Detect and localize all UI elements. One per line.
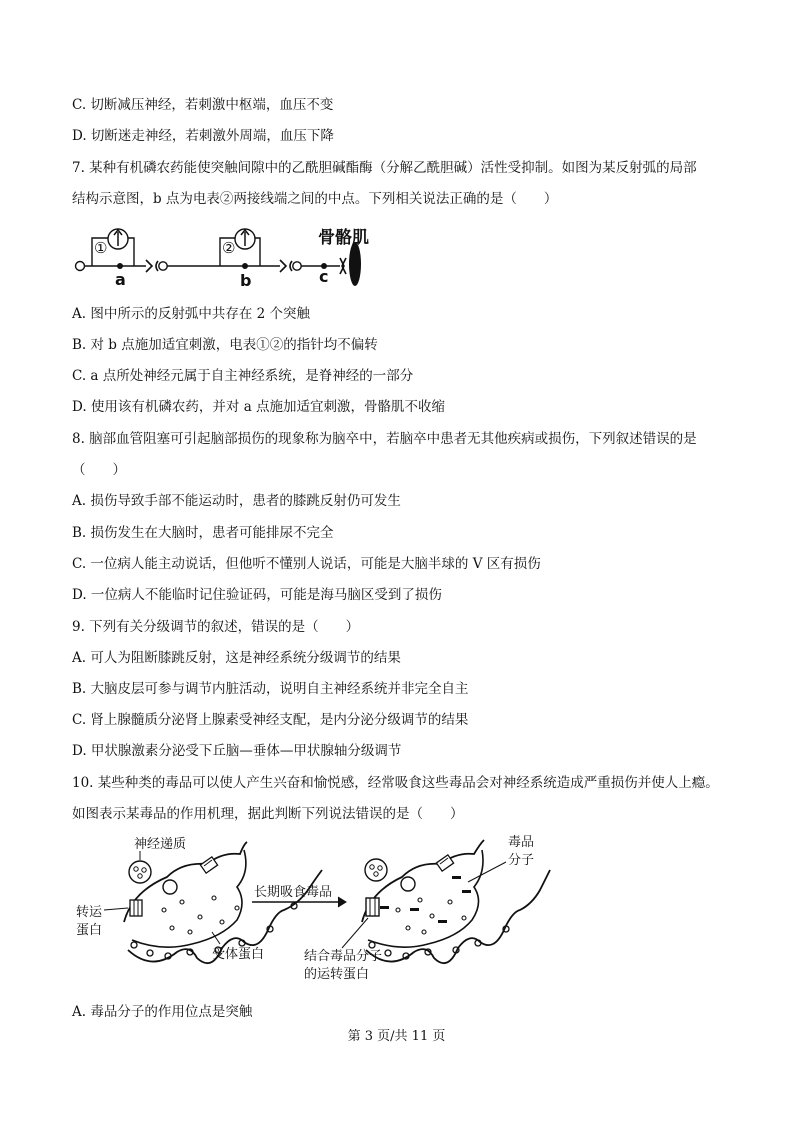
option-d-q7: D. 使用该有机磷农药，并对 a 点施加适宜刺激，骨骼肌不收缩 [72, 399, 446, 415]
question-10-line-1: 10. 某些种类的毒品可以使人产生兴奋和愉悦感，经常吸食这些毒品会对神经系统造成严重损伤并使人上瘾。 [72, 775, 719, 791]
option-b-q7: B. 对 b 点施加适宜刺激，电表①②的指针均不偏转 [72, 337, 378, 353]
question-9: 9. 下列有关分级调节的叙述，错误的是（ ） [72, 619, 360, 635]
drug-mechanism-figure [72, 832, 572, 992]
question-7-line-2: 结构示意图，b 点为电表②两接线端之间的中点。下列相关说法正确的是（ ） [72, 191, 558, 207]
vesicle-left [129, 861, 151, 883]
long-term-drug-use-label: 长期吸食毒品 [254, 885, 333, 900]
option-a-q10: A. 毒品分子的作用位点是突触 [72, 1004, 253, 1020]
option-d-q8: D. 一位病人不能临时记住验证码，可能是海马脑区受到了损伤 [72, 587, 442, 603]
drug-molecule-label-1: 毒品 [508, 835, 535, 850]
question-8-line-2: （ ） [72, 462, 126, 478]
synapse-2 [280, 260, 286, 272]
option-c-q8: C. 一位病人能主动说话，但他听不懂别人说话，可能是大脑半球的 V 区有损伤 [72, 556, 541, 572]
option-c-q7: C. a 点所处神经元属于自主神经系统，是脊神经的一部分 [72, 368, 414, 384]
point-a-dot [117, 263, 123, 269]
option-c-q9: C. 肾上腺髓质分泌肾上腺素受神经支配，是内分泌分级调节的结果 [72, 712, 469, 728]
option-d-q6: D. 切断迷走神经，若刺激外周端，血压下降 [72, 128, 334, 144]
transporter-label-2: 蛋白 [76, 923, 103, 938]
bound-transporter-label-1: 结合毒品分子 [304, 949, 383, 964]
option-d-q9: D. 甲状腺激素分泌受下丘脑—垂体—甲状腺轴分级调节 [72, 743, 402, 759]
option-a-q7: A. 图中所示的反射弧中共存在 2 个突触 [72, 306, 311, 322]
point-b-label: b [240, 271, 252, 290]
question-10-line-2: 如图表示某毒品的作用机理，据此判断下列说法错误的是（ ） [72, 806, 464, 822]
neuron-soma-left [76, 262, 85, 271]
point-b-dot [242, 263, 248, 269]
transporter-right [366, 898, 379, 916]
page-footer: 第 3 页/共 11 页 [347, 1029, 446, 1044]
neurotransmitter-label: 神经递质 [134, 837, 187, 852]
synapse-1 [146, 260, 152, 272]
option-c-q6: C. 切断减压神经，若刺激中枢端，血压不变 [72, 97, 334, 113]
point-c-label: c [319, 267, 329, 286]
receptor-label: 受体蛋白 [212, 947, 265, 962]
option-b-q8: B. 损伤发生在大脑时，患者可能排尿不完全 [72, 525, 334, 541]
option-a-q8: A. 损伤导致手部不能运动时，患者的膝跳反射仍可发生 [72, 493, 401, 509]
point-a-label: a [115, 270, 126, 289]
muscle-label: 骨骼肌 [318, 228, 369, 248]
transporter-label-1: 转运 [76, 905, 103, 920]
presynaptic-membrane-right [362, 840, 484, 922]
reflex-arc-figure [72, 222, 392, 290]
question-8-line-1: 8. 脑部血管阻塞可引起脑部损伤的现象称为脑卒中，若脑卒中患者无其他疾病或损伤，下列叙述错误的是 [72, 431, 697, 447]
question-7-line-1: 7. 某种有机磷农药能使突触间隙中的乙酰胆碱酯酶（分解乙酰胆碱）活性受抑制。如图为某反射弧的局部 [72, 160, 697, 176]
option-b-q9: B. 大脑皮层可参与调节内脏活动，说明自主神经系统并非完全自主 [72, 681, 469, 697]
drug-molecule-label-2: 分子 [508, 853, 535, 868]
transporter-left [130, 900, 142, 916]
meter-1-label: ① [94, 239, 108, 257]
vesicle-right [365, 859, 387, 881]
bound-transporter-label-2: 的运转蛋白 [304, 967, 370, 982]
skeletal-muscle [349, 242, 361, 286]
meter-2-label: ② [222, 239, 236, 257]
postsynaptic-membrane-right [366, 870, 550, 963]
option-a-q9: A. 可人为阻断膝跳反射，这是神经系统分级调节的结果 [72, 650, 401, 666]
